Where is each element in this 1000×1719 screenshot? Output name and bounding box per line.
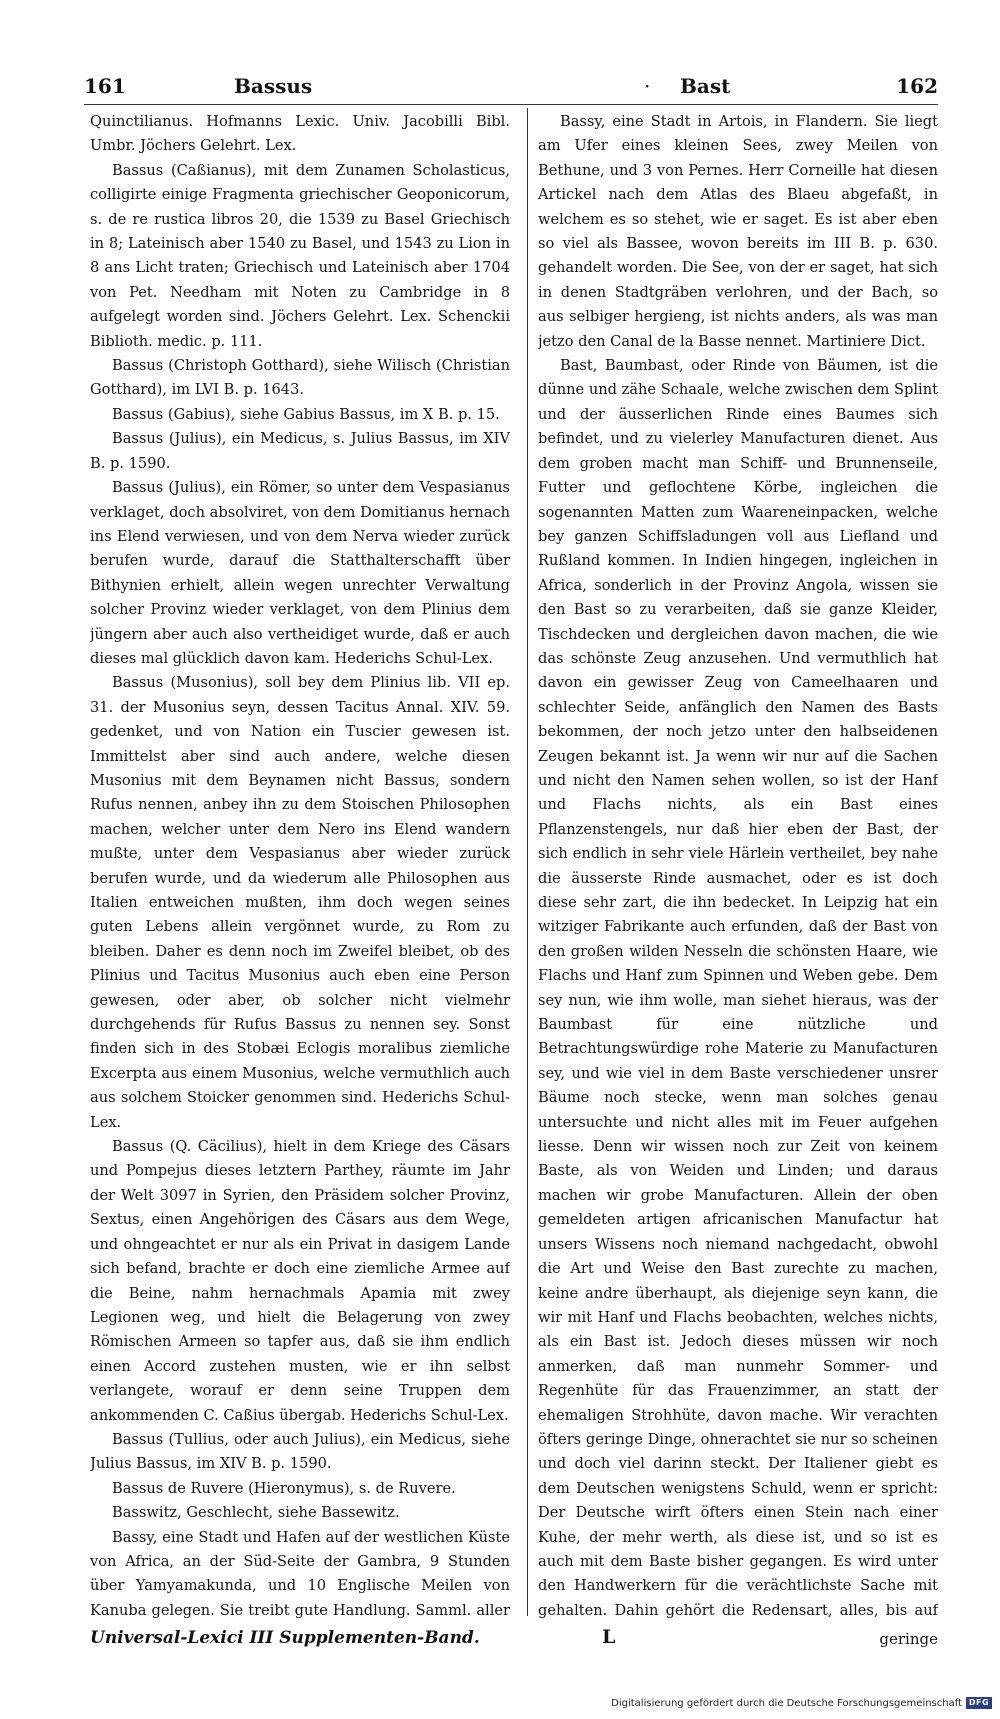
entry-paragraph: Bassus (Musonius), soll bey dem Plinius lib. VII ep. 31. der Musonius seyn, dessen Tacitus Annal. XIV. 59. gedenket, und von Nation ein Tuscier gewesen ist. Immittelst aber sind auch andere, welche diesen Musonius mit dem Beynamen nicht Bassus, sondern Rufus nennen, anbey ihn zu dem Stoischen Philosophen machen, welcher unter dem Nero ins Elend wandern mußte, unter dem Vespasianus aber wieder zurück berufen wurde, und da wiederum alle Philosophen aus Italien entweichen mußten, ihm doch wegen seines guten Lebens allein vergönnet wurde, zu Rom zu bleiben. Daher es denn noch im Zweifel bleibet, ob des Plinius und Tacitus Musonius auch eben eine Person gewesen, oder aber, ob solcher nicht vielmehr durchgehends für Rufus Bassus zu nennen sey. Sonst finden sich in des Stobæi Eclogis moralibus ziemliche Excerpta aus einem Musonius, welche vermuthlich auch aus solchem Stoicker genommen sind. Hederichs Schul-Lex. (90, 674, 510, 1131)
entry-paragraph: Bassus (Gabius), siehe Gabius Bassus, im X B. p. 15. (112, 405, 500, 423)
entry-paragraph: Bassus (Christoph Gotthard), siehe Wilisch (Christian Gotthard), im LVI B. p. 1643. (90, 357, 510, 399)
page-footer (90, 1626, 938, 1656)
dfg-logo-icon: DFG (966, 1697, 992, 1709)
header-rule (84, 104, 938, 105)
entry-paragraph: Bast, Baumbast, oder Rinde von Bäumen, ist die dünne und zähe Schaale, welche zwischen dem Splint und der äusserlichen Rinde eines Baumes sich befindet, und zu vielerley Manufacturen dienet. Aus dem groben macht man Schiff- und Brunnenseile, Futter und geflochtene Körbe, ingleichen die sogenannten Matten zum Waareneinpacken, welche bey ganzen Schiffsladungen voll aus Liefland und Rußland kommen. In Indien hingegen, ingleichen in Africa, sonderlich in der Provinz Angola, wissen sie den Bast so zu verarbeiten, daß sie ganze Kleider, Tischdecken und dergleichen davon machen, die wie das schönste Zeug anzusehen. Und vermuthlich hat davon ein gewisser Zeug von Cameelhaaren und schlechter Seide, anfänglich den Namen des Basts bekommen, der noch jetzo unter den halbseidenen Zeugen bekannt ist. Ja wenn wir nur auf die Sachen und nicht den Namen sehen wollen, so ist der Hanf und Flachs nichts, als ein Bast eines Pflanzenstengels, nur daß hier eben der Bast, der sich endlich in sehr viele Härlein vertheilet, bey nahe die äusserste Rinde ausmachet, oder es ist doch diese sehr zart, die ihn bedecket. In Leipzig hat ein witziger Fabrikante auch erfunden, daß der Bast von den großen wilden Nesseln die schönsten Haare, wie Flachs und Hanf zum Spinnen und Weben gebe. Dem sey nun, wie ihm wolle, man siehet hieraus, was der Baumbast für eine nützliche und Betrachtungswürdige rohe Materie zu Manufacturen sey, und wie viel in dem Baste verschiedener unsrer Bäume noch stecke, wenn man solches genau untersuchte und nicht alles mit im Feuer aufgehen liesse. Denn wir wissen noch zur Zeit von keinem Baste, als von Weiden und Linden; und daraus machen wir grobe Manufacturen. Allein der oben gemeldeten artigen africanischen Manufactur hat unsers Wissens noch niemand nachgedacht, obwohl die Art und Weise den Bast zurechte zu machen, keine andre überhaupt, als diejenige seyn kann, die wir mit Hanf und Flachs beobachten, welches nichts, als ein Bast ist. Jedoch dieses müssen wir noch anmerken, daß man nunmehr Sommer- und Regenhüte für das Frauenzimmer, an statt der ehemaligen Strohhüte, davon mache. Wir verachten öfters geringe Dinge, ohnerachtet sie nur so scheinen und doch viel darinn steckt. Der Italiener giebt es dem Deutschen wenigstens Schuld, wenn er spricht: Der Deutsche wirft öfters einen Stein nach einer Kuhe, der mehr werth, als diese ist, und so ist es auch mit dem Baste bisher gegangen. Es wird unter den Handwerkern für die verächtlichste Sache mit gehalten. Dahin gehört die Redensart, alles, bis auf (538, 357, 938, 1619)
right-column (538, 110, 938, 1620)
header-separator: · (644, 74, 651, 98)
right-running-head: Bast (680, 74, 731, 98)
left-running-head: Bassus (234, 74, 313, 98)
entry-paragraph: Bassy, eine Stadt in Artois, in Flandern. Sie liegt am Ufer eines kleinen Sees, zwey Meilen von Bethune, und 3 von Pernes. Herr Corneille hat diesen Artickel nach dem Atlas des Blaeu abgefaßt, in welchem es so stehet, wie er saget. Es ist aber eben so viel als Bassee, wovon bereits im III B. p. 630. gehandelt worden. Die See, von der er saget, hat sich in denen Stadtgräben verlohren, und der Bach, so aus selbiger hergieng, ist nichts anders, als was man jetzo den Canal de la Basse nennet. Martiniere Dict. (538, 113, 938, 350)
entry-paragraph: Bassus (Tullius, oder auch Julius), ein Medicus, siehe Julius Bassus, im XIV B. p. 1590. (90, 1430, 510, 1473)
entry-paragraph: Bassus (Caßianus), mit dem Zunamen Scholasticus, colligirte einige Fragmenta griechischer Geoponicorum, s. de re rustica libros 20, die 1539 zu Basel Griechisch in 8; Lateinisch aber 1540 zu Basel, und 1543 zu Lion in 8 ans Licht traten; Griechisch und Lateinisch aber 1704 von Pet. Needham mit Noten zu Cambridge in 8 aufgelegt worden sind. Jöchers Gelehrt. Lex. Schenckii Biblioth. medic. p. 111. (90, 161, 510, 350)
digitization-text: Digitalisierung gefördert durch die Deutsche Forschungsgemeinschaft (611, 1697, 962, 1709)
digitization-note (611, 1694, 992, 1712)
right-page-number: 162 (896, 74, 938, 98)
entry-paragraph: Bassus (Julius), ein Medicus, s. Julius Bassus, im XIV B. p. 1590. (90, 430, 510, 472)
entry-paragraph: Quinctilianus. Hofmanns Lexic. Univ. Jacobilli Bibl. Umbr. Jöchers Gelehrt. Lex. (90, 113, 510, 155)
catchword: geringe (879, 1630, 938, 1648)
signature-mark: L (602, 1626, 616, 1648)
entry-paragraph: Bassus de Ruvere (Hieronymus), s. de Ruvere. (112, 1479, 456, 1497)
signature-line: Universal-Lexici III Supplementen-Band. (90, 1628, 480, 1648)
entry-paragraph: Bassus (Julius), ein Römer, so unter dem Vespasianus verklaget, doch absolviret, von dem Domitianus hernach ins Elend verwiesen, und von dem Nerva wieder zurück berufen wurde, darauf die Statthalterschafft über Bithynien erhielt, allein wegen unrechter Verwaltung solcher Provinz wieder verklaget, von dem Plinius dem jüngern aber auch also vertheidiget wurde, daß er auch dieses mal glücklich davon kam. Hederichs Schul-Lex. (90, 479, 510, 667)
entry-paragraph: Basswitz, Geschlecht, siehe Bassewitz. (112, 1504, 400, 1522)
left-column (90, 110, 510, 1620)
running-header (84, 68, 938, 102)
entry-paragraph: Bassus (Q. Cäcilius), hielt in dem Kriege des Cäsars und Pompejus dieses letztern Parthey, räumte im Jahr der Welt 3097 in Syrien, den Präsidem solcher Provinz, Sextus, einen Angehörigen des Cäsars aus dem Wege, und ohngeachtet er nur als ein Privat in dasigem Lande sich befand, brachte er doch eine ziemliche Armee auf die Beine, nahm hernachmals Apamia mit zwey Legionen weg, und hielt die Belagerung von zwey Römischen Armeen so tapfer aus, daß sie ihm endlich einen Accord zustehen musten, wie er ihn selbst verlangete, worauf er denn seine Truppen dem ankommenden C. Caßius übergab. Hederichs Schul-Lex. (90, 1138, 510, 1424)
entry-paragraph: Bassy, eine Stadt und Hafen auf der westlichen Küste von Africa, an der Süd-Seite der Gambra, 9 Stunden über Yamyamakunda, und 10 Englische Meilen von Kanuba gelegen. Sie treibt gute Handlung. Samml. aller (90, 1528, 510, 1619)
column-divider (527, 108, 528, 1616)
left-page-number: 161 (84, 74, 126, 98)
